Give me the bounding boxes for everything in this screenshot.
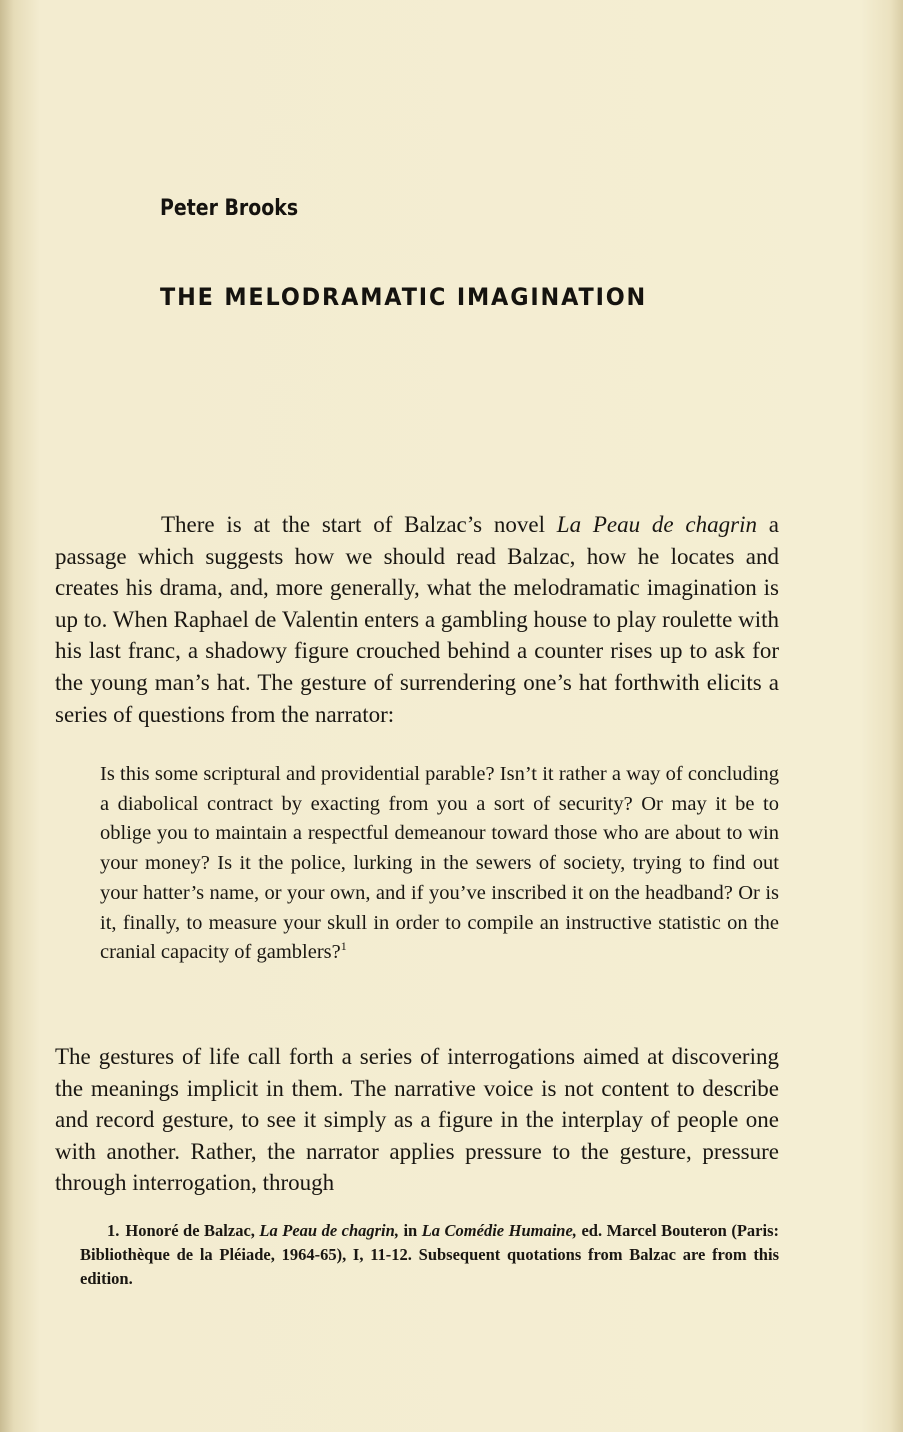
author-name: Peter Brooks bbox=[160, 196, 299, 221]
paragraph-text: There is at the start of Balzac’s novel bbox=[161, 512, 557, 537]
footnote-work-title: La Comédie Humaine, bbox=[421, 1221, 577, 1240]
footnote-text: Honoré de Balzac, bbox=[125, 1221, 260, 1240]
footnote bbox=[80, 1219, 779, 1291]
novel-title: La Peau de chagrin bbox=[556, 512, 757, 537]
footnote-reference: 1 bbox=[340, 939, 347, 954]
block-quote bbox=[100, 760, 779, 968]
footnote-number: 1. bbox=[107, 1221, 120, 1240]
quote-text: Is this some scriptural and providential parable? Isn’t it rather a way of concluding a diabolical contract by exacting from you a sort of security? Or may it be to oblige you to maintain a respectful demeanour toward those who are about to win your money? Is it the police, lurking in the sewers of society, trying to find out your hatter’s name, or your own, and if you’ve inscribed it on the headband? Or is it, finally, to measure your skull in order to compile an instructive statistic on the cranial capacity of gamblers? bbox=[100, 763, 779, 964]
footnote-text: in bbox=[398, 1221, 422, 1240]
footnote-work-title: La Peau de chagrin, bbox=[259, 1221, 399, 1240]
chapter-title: THE MELODRAMATIC IMAGINATION bbox=[160, 283, 648, 311]
second-paragraph: The gestures of life call forth a series of interrogations aimed at discovering the meanings implicit in them. The narrative voice is not content to describe and record gesture, to see it simply as a figure in the interplay of people one with another. Rather, the narrator applies pressure to the gesture, pressure through interrogation, through bbox=[55, 1044, 779, 1196]
opening-paragraph bbox=[55, 509, 779, 730]
footnote-text: ed. Marcel Bouteron (Paris: Bibliothèque de la Pléiade, 1964-65), I, 11-12. Subsequent quotations from Balzac are from this edition. bbox=[80, 1221, 779, 1288]
paragraph-text: a passage which suggests how we should read Balzac, how he locates and creates his drama, and, more generally, what the melodramatic imagination is up to. When Raphael de Valentin enters a gambling house to play roulette with his last franc, a shadowy figure crouched behind a counter rises up to ask for the young man’s hat. The gesture of surrendering one’s hat forthwith elicits a series of questions from the narrator: bbox=[55, 512, 779, 727]
